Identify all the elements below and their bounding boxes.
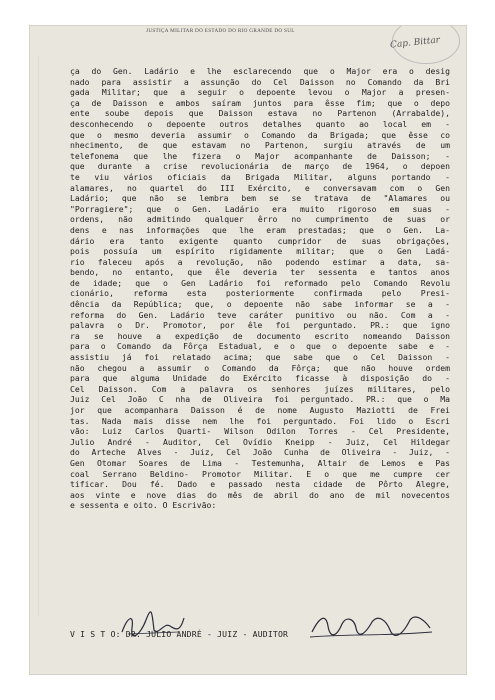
stamp-handwriting: Cap. Bittar: [389, 35, 441, 51]
text-line: jor que acompanhara Daisson é de nome Augusto Maziotti de Frei: [70, 405, 450, 415]
text-line: tificar. Dou fé. Dado e passado nesta cidade de Pôrto Alegre,: [70, 479, 450, 490]
text-line: pois possuía um espírito rigidamente militar; que o Gen Ladá-: [70, 246, 450, 257]
text-line: para que alguma Unidade do Exército ficasse à disposição do -: [70, 373, 450, 384]
text-line: para o Comando da Fôrça Estadual, e o que o depoente sabe e -: [70, 341, 450, 352]
text-line: não chegou a assumir o Comando da Fôrça; que não houve ordem: [70, 362, 450, 373]
text-line: nhecimento, de que estavam no Partenon, surgiu através de um: [70, 140, 450, 151]
text-line: nado para assistir a assunção do Cel Daisson no Comando da Bri: [70, 76, 450, 87]
text-line: desconhecendo o depoente outros detalhes quanto ao local em -: [70, 118, 450, 129]
text-line: assistiu já foi relatado acima; que sabe que o Cel Daisson -: [70, 352, 450, 363]
clerk-signature: [306, 612, 436, 642]
text-line: gada Militar; que a seguir o depoente levou o Major a presen-: [70, 87, 450, 98]
text-line: te viu vários oficiais da Brigada Militar, alguns portando -: [70, 171, 450, 182]
text-line: rio faleceu após a revolução, não podendo estimar a data, sa-: [70, 256, 450, 267]
text-line: dência da República; que, o depoente não sabe informar se a -: [70, 299, 450, 310]
document-header: JUSTIÇA MILITAR DO ESTADO DO RIO GRANDE DO SUL: [146, 28, 295, 34]
text-line: ra se houve a expedição de documento escrito nomeando Daisson: [70, 330, 450, 341]
text-line: ça do Gen. Ladário e lhe esclarecendo que o Major era o desig: [70, 66, 450, 76]
text-line: do Arteche Alves - Juiz, Cel João Cunha de Oliveira - Juiz, -: [70, 447, 450, 458]
text-line: reforma do Gen. Ladário teve caráter punitivo ou não. Com a -: [70, 309, 450, 320]
text-line: e sessenta e oito. O Escrivão:: [70, 500, 217, 511]
text-line: ordens, não admitindo qualquer êrro no cumprimento de suas or: [70, 214, 450, 225]
text-line: Gen Otomar Soares de Lima - Testemunha, Altair de Lemos e Pas: [70, 457, 450, 468]
text-line: palavra o Dr. Promotor, por êle foi perguntado. PR.: que igno: [70, 320, 450, 331]
document-body: [70, 66, 450, 511]
text-line: ça de Daisson e ambos saíram juntos para êsse fim; que o depo: [70, 97, 450, 108]
text-line: bendo, no entanto, que êle deveria ter sessenta e tantos anos: [70, 267, 450, 278]
page-margin-shadow: [38, 56, 39, 616]
text-line: dário era tanto exigente quanto cumpridor de suas obrigações,: [70, 235, 450, 246]
text-line: Julio André - Auditor, Cel Ovídio Kneipp - Juiz, Cel Hildegar: [70, 436, 450, 447]
text-line: Juiz Cel João C nha de Oliveira foi perguntado. PR.: que o Ma: [70, 394, 450, 405]
text-line: telefonema que lhe fizera o Major acompanhante de Daisson; -: [70, 150, 450, 161]
text-line: que o mesmo deveria assumir o Comando da Brigada; que êsse co: [70, 129, 450, 140]
visto-line: V I S T O: DR. JULIO ANDRÉ - JUIZ - AUDITOR: [70, 629, 289, 639]
text-line: dens e nas informações que lhe eram prestadas; que o Gen. La-: [70, 224, 450, 235]
text-line: ente soube depois que Daisson estava no Partenon (Arrabalde),: [70, 108, 450, 119]
document-page: [30, 26, 466, 674]
text-line: que durante a crise revolucionária de março de 1964, o depoen: [70, 161, 450, 172]
text-line: Ladário; que não se lembra bem se se tratava de "Alamares ou: [70, 193, 450, 204]
text-line: cionário, reforma esta posteriormente confirmada pelo Presi-: [70, 288, 450, 299]
text-line: de idade; que o Gen Ladário foi reformado pelo Comando Revolu: [70, 277, 450, 288]
text-line: vão: Luiz Carlos Quarti- Wilson Odilon Torres - Cel Presidente,: [70, 426, 450, 437]
text-line: "Porragiere"; que o Gen. Ladário era muito rigoroso em suas -: [70, 203, 450, 214]
text-line: tas. Nada mais disse nem lhe foi perguntado. Foi lido o Escri: [70, 415, 450, 426]
text-line: alamares, no quartel do III Exército, e conversavam com o Gen: [70, 182, 450, 193]
text-line: Cel Daisson. Com a palavra os senhores juízes militares, pelo: [70, 383, 450, 394]
text-line: coal Serrano Beldino- Promotor Militar. E o que me cumpre cer: [70, 468, 450, 479]
text-line: aos vinte e nove dias do mês de abril do ano de mil novecentos: [70, 489, 450, 500]
